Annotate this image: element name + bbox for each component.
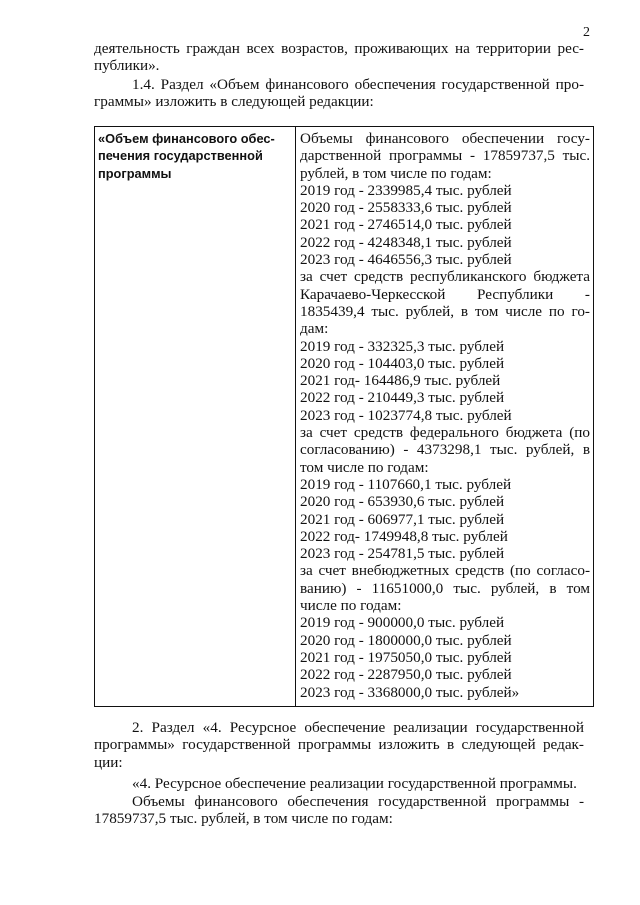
value-line: 2021 год- 164486,9 тыс. рублей bbox=[300, 372, 501, 390]
text-line: ции: bbox=[94, 753, 123, 771]
text-line: граммы» изложить в следующей редакции: bbox=[94, 93, 374, 111]
value-line: 2019 год - 2339985,4 тыс. рублей bbox=[300, 181, 512, 199]
value-line: числе по годам: bbox=[300, 597, 402, 615]
value-line: 2019 год - 332325,3 тыс. рублей bbox=[300, 337, 505, 355]
value-line: 2022 год - 4248348,1 тыс. рублей bbox=[300, 233, 512, 251]
label-line: «Объем финансового обес- bbox=[98, 131, 275, 146]
text-line: 17859737,5 тыс. рублей, в том числе по годам: bbox=[94, 810, 393, 828]
financing-table bbox=[94, 126, 594, 707]
table-value-cell bbox=[300, 130, 590, 701]
value-line: 2022 год- 1749948,8 тыс. рублей bbox=[300, 527, 508, 545]
value-line: 2023 год - 1023774,8 тыс. рублей bbox=[300, 406, 512, 424]
page-number: 2 bbox=[583, 25, 590, 40]
text-line: «4. Ресурсное обеспечение реализации государственной программы. bbox=[132, 775, 577, 792]
value-line: 2022 год - 210449,3 тыс. рублей bbox=[300, 389, 505, 407]
value-line: 2022 год - 2287950,0 тыс. рублей bbox=[300, 666, 512, 684]
label-line: программы bbox=[98, 165, 172, 181]
value-line: 2023 год - 254781,5 тыс. рублей bbox=[300, 545, 505, 563]
section-4-heading-quote bbox=[94, 775, 584, 792]
value-line: 2023 год - 3368000,0 тыс. рублей» bbox=[300, 683, 520, 701]
text-line: 2. Раздел «4. Ресурсное обеспечение реализации государственной bbox=[132, 719, 584, 736]
value-line: согласованию) - 4373298,1 тыс. рублей, в bbox=[300, 441, 590, 459]
value-line: 2021 год - 2746514,0 тыс. рублей bbox=[300, 216, 512, 234]
table-column-divider bbox=[295, 127, 296, 706]
text-line: деятельность граждан всех возрастов, проживающих на территории рес- bbox=[94, 40, 584, 57]
value-line: дарственной программы - 17859737,5 тыс. bbox=[300, 147, 590, 165]
value-line: 2019 год - 900000,0 тыс. рублей bbox=[300, 614, 505, 632]
value-line: 1835439,4 тыс. рублей, в том числе по го- bbox=[300, 302, 590, 320]
value-line: 2020 год - 2558333,6 тыс. рублей bbox=[300, 199, 512, 217]
value-line: 2020 год - 104403,0 тыс. рублей bbox=[300, 354, 505, 372]
text-line: программы» государственной программы изложить в следующей редак- bbox=[94, 736, 584, 754]
value-line: Объемы финансового обеспечении госу- bbox=[300, 130, 590, 147]
value-line: том числе по годам: bbox=[300, 458, 429, 476]
label-line: печения государственной bbox=[98, 148, 263, 164]
table-label-cell bbox=[98, 130, 288, 182]
value-line: за счет средств федерального бюджета (по bbox=[300, 424, 590, 442]
value-line: ванию) - 11651000,0 тыс. рублей, в том bbox=[300, 579, 590, 597]
text-line: 1.4. Раздел «Объем финансового обеспечения государственной про- bbox=[132, 76, 584, 93]
text-line: Объемы финансового обеспечения государственной программы - bbox=[132, 793, 584, 810]
intro-paragraph bbox=[94, 40, 584, 75]
section-2-paragraph bbox=[94, 719, 584, 771]
value-line: 2021 год - 606977,1 тыс. рублей bbox=[300, 510, 505, 528]
section-1-4-paragraph bbox=[94, 76, 584, 111]
value-line: 2019 год - 1107660,1 тыс. рублей bbox=[300, 475, 512, 493]
text-line: публики». bbox=[94, 57, 160, 75]
value-line: рублей, в том числе по годам: bbox=[300, 164, 492, 182]
value-line: 2021 год - 1975050,0 тыс. рублей bbox=[300, 648, 512, 666]
value-line: 2020 год - 653930,6 тыс. рублей bbox=[300, 493, 505, 511]
value-line: 2023 год - 4646556,3 тыс. рублей bbox=[300, 251, 512, 269]
value-line: 2020 год - 1800000,0 тыс. рублей bbox=[300, 631, 512, 649]
value-line: за счет внебюджетных средств (по согласо- bbox=[300, 562, 590, 580]
value-line: за счет средств республиканского бюджета bbox=[300, 268, 590, 286]
value-line: Карачаево-Черкесской Республики - bbox=[300, 285, 590, 303]
value-line: дам: bbox=[300, 320, 329, 338]
section-2-volume-paragraph bbox=[94, 793, 584, 828]
